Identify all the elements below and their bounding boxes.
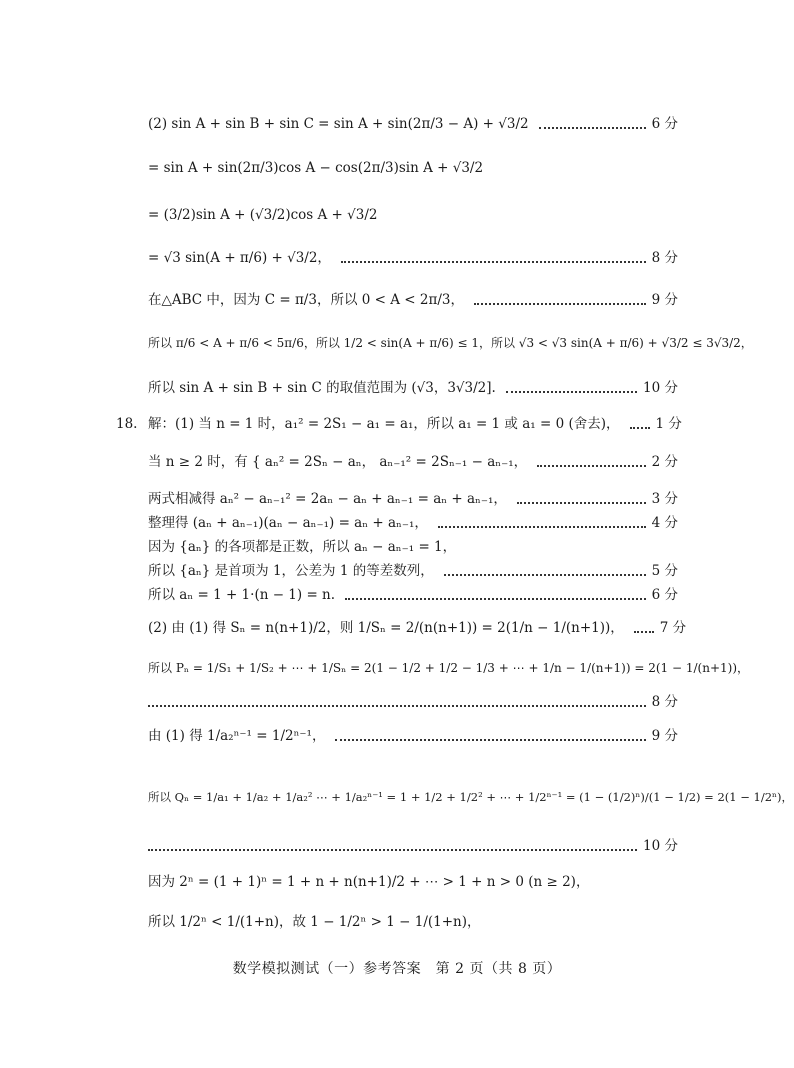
math-expression: 当 n ≥ 2 时，有 { aₙ² = 2Sₙ − aₙ， aₙ₋₁² = 2Sₙ₋₁ − aₙ₋₁， [148, 454, 528, 470]
math-expression: 所以 1/2ⁿ < 1/(1+n)，故 1 − 1/2ⁿ > 1 − 1/(1+n)， [148, 914, 481, 930]
score-label: 4 分 [651, 515, 678, 531]
answer-line [148, 563, 678, 581]
leader-dots [634, 631, 654, 633]
score-label: 10 分 [643, 380, 678, 396]
score-label: 7 分 [659, 620, 687, 636]
page-footer: 数学模拟测试（一）参考答案 第 2 页（共 8 页） [232, 961, 562, 977]
answer-line [148, 491, 678, 509]
math-expression: 所以 {aₙ} 是首项为 1，公差为 1 的等差数列， [148, 563, 434, 579]
math-expression: (2) sin A + sin B + sin C = sin A + sin(2π/3 − A) + √3/2 [148, 116, 529, 132]
math-expression: 解：(1) 当 n = 1 时，a₁² = 2S₁ − a₁ = a₁，所以 a₁ = 1 或 a₁ = 0 (舍去)， [148, 416, 620, 432]
answer-line [148, 380, 678, 398]
math-expression: 因为 2ⁿ = (1 + 1)ⁿ = 1 + n + n(n+1)/2 + ⋯ > 1 + n > 0 (n ≥ 2)， [148, 874, 590, 890]
answer-line [148, 874, 678, 892]
score-label: 6 分 [651, 116, 678, 132]
math-expression: 两式相减得 aₙ² − aₙ₋₁² = 2aₙ − aₙ + aₙ₋₁ = aₙ + aₙ₋₁， [148, 491, 507, 507]
leader-dots [506, 391, 637, 393]
score-label: 1 分 [655, 416, 682, 432]
leader-dots [148, 849, 637, 851]
answer-line [148, 728, 678, 746]
leader-dots [630, 427, 650, 429]
math-expression: = √3 sin(A + π/6) + √3/2， [148, 250, 331, 266]
answer-line [148, 790, 793, 805]
score-label: 2 分 [651, 454, 678, 470]
math-expression: 由 (1) 得 1/a₂ⁿ⁻¹ = 1/2ⁿ⁻¹， [148, 728, 326, 744]
answer-line [148, 250, 678, 268]
answer-line [148, 292, 678, 310]
leader-dots [335, 739, 645, 741]
answer-line [148, 914, 678, 932]
answer-line [148, 539, 678, 557]
score-label: 5 分 [651, 563, 678, 579]
answer-line [148, 454, 678, 472]
answer-line [148, 661, 750, 677]
answer-line [148, 336, 753, 352]
leader-dots [438, 526, 646, 528]
question-number: 18. [116, 416, 138, 432]
score-label: 9 分 [651, 728, 678, 744]
leader-dots [345, 598, 646, 600]
score-label: 9 分 [651, 292, 678, 308]
answer-line [148, 838, 678, 856]
answer-line [148, 207, 678, 225]
math-expression: 所以 Pₙ = 1/S₁ + 1/S₂ + ⋯ + 1/Sₙ = 2(1 − 1/2 + 1/2 − 1/3 + ⋯ + 1/n − 1/(n+1)) = 2(1 − 1/(n+1))， [148, 661, 750, 675]
score-label: 10 分 [643, 838, 678, 854]
math-expression: = (3/2)sin A + (√3/2)cos A + √3/2 [148, 207, 378, 223]
answer-line [148, 694, 678, 712]
answer-line [148, 116, 678, 134]
math-expression: 所以 aₙ = 1 + 1·(n − 1) = n. [148, 587, 336, 603]
leader-dots [341, 261, 646, 263]
leader-dots [444, 574, 646, 576]
leader-dots [148, 705, 646, 707]
answer-line [148, 620, 687, 638]
answer-line [148, 416, 682, 434]
math-expression: 因为 {aₙ} 的各项都是正数，所以 aₙ − aₙ₋₁ = 1， [148, 539, 457, 555]
math-expression: 所以 sin A + sin B + sin C 的取值范围为 (√3，3√3/2]. [148, 380, 496, 396]
leader-dots [517, 502, 646, 504]
math-expression: (2) 由 (1) 得 Sₙ = n(n+1)/2，则 1/Sₙ = 2/(n(n+1)) = 2(1/n − 1/(n+1))， [148, 620, 624, 636]
answer-line [148, 160, 678, 178]
leader-dots [539, 127, 646, 129]
math-expression: = sin A + sin(2π/3)cos A − cos(2π/3)sin A + √3/2 [148, 160, 484, 176]
math-expression: 所以 Qₙ = 1/a₁ + 1/a₂ + 1/a₂² ⋯ + 1/a₂ⁿ⁻¹ = 1 + 1/2 + 1/2² + ⋯ + 1/2ⁿ⁻¹ = (1 − (1/2)ⁿ)/(1 − 1/2) = 2(1 − 1/2ⁿ)， [148, 790, 793, 804]
leader-dots [537, 465, 645, 467]
score-label: 8 分 [651, 250, 678, 266]
math-expression: 整理得 (aₙ + aₙ₋₁)(aₙ − aₙ₋₁) = aₙ + aₙ₋₁， [148, 515, 428, 531]
math-expression: 所以 π/6 < A + π/6 < 5π/6，所以 1/2 < sin(A + π/6) ≤ 1，所以 √3 < √3 sin(A + π/6) + √3/2 ≤ 3√3/2， [148, 336, 753, 350]
score-label: 3 分 [651, 491, 678, 507]
leader-dots [474, 303, 646, 305]
score-label: 8 分 [651, 694, 678, 710]
math-expression: 在△ABC 中，因为 C = π/3，所以 0 < A < 2π/3， [148, 292, 464, 308]
score-label: 6 分 [651, 587, 678, 603]
answer-line [148, 587, 678, 605]
answer-line [148, 515, 678, 533]
